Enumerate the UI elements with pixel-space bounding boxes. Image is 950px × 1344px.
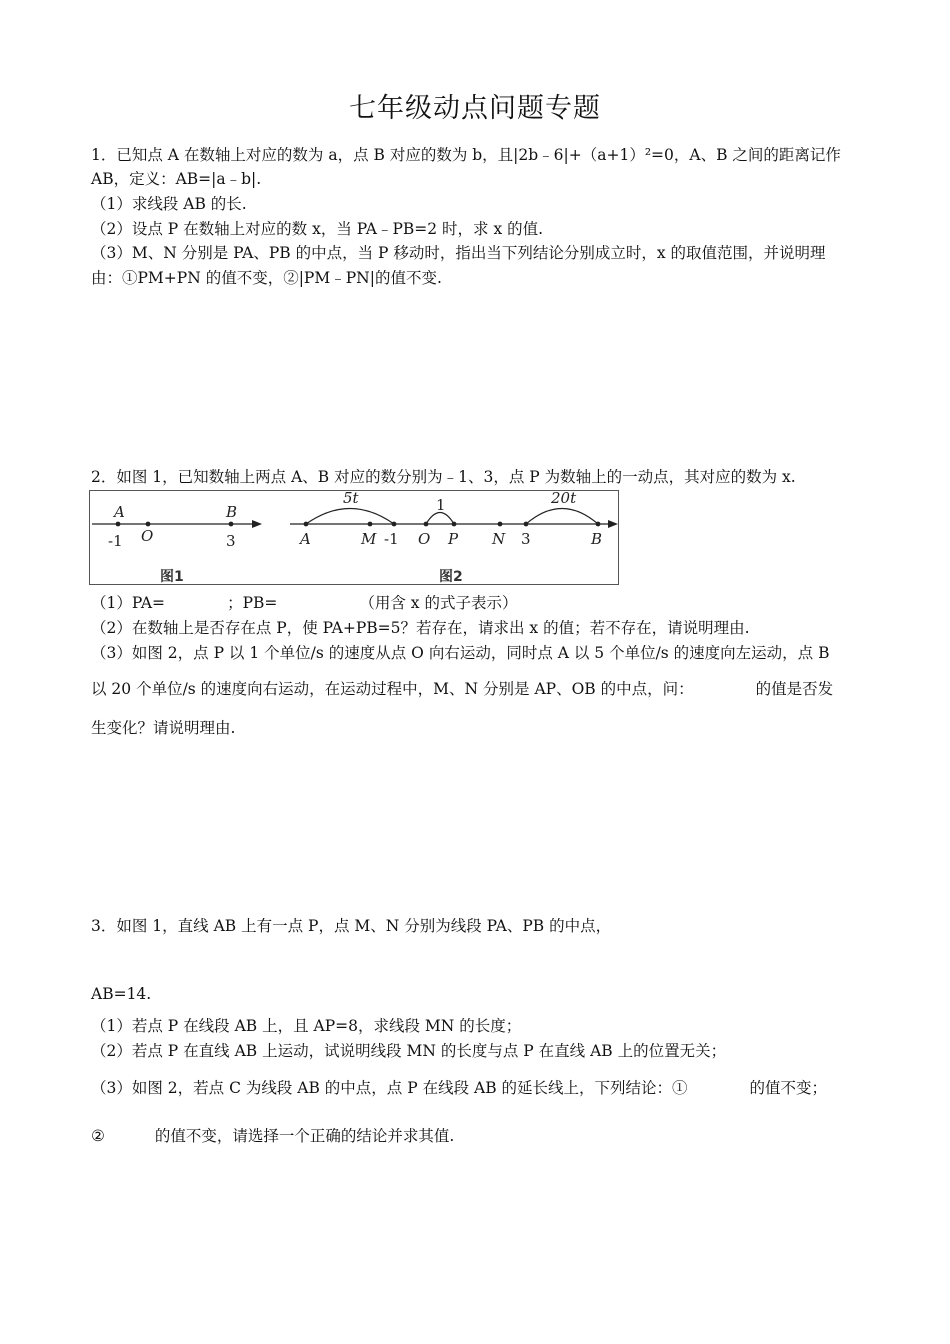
fig1-tick-minus1: -1	[108, 532, 123, 550]
q2-part1-pb: ；PB=	[227, 594, 278, 612]
fig2-arc-b-move	[526, 509, 598, 525]
fig2-arc-label-1: 1	[436, 496, 446, 514]
q1-stem-line2: AB，定义：AB=|a﹣b|.	[91, 170, 262, 188]
q3-part3-line2	[91, 1126, 454, 1146]
fig2-caption: 图2	[439, 569, 463, 585]
fig2-point-3	[524, 522, 529, 527]
fig1-tick-3: 3	[226, 532, 236, 550]
q2-part3-line2	[91, 679, 833, 699]
fig2-tick-minus1: -1	[384, 530, 399, 548]
fig2-point-p	[452, 522, 457, 527]
q2-part3-line3: 生变化？请说明理由.	[91, 719, 236, 737]
fig1-point-o	[146, 522, 151, 527]
fig2-point-o	[424, 522, 429, 527]
page-title: 七年级动点问题专题	[349, 93, 601, 124]
fig2-label-n: N	[492, 530, 506, 548]
fig2-point-a	[304, 522, 309, 527]
fig2-label-o: O	[418, 530, 431, 548]
fig2-arc-label-5t: 5t	[343, 491, 359, 507]
fig2-label-a: A	[300, 530, 311, 548]
q1-part3-line1: （3）M、N 分别是 PA、PB 的中点，当 P 移动时，指出当下列结论分别成立时，x 的取值范围，并说明理	[91, 244, 826, 262]
q2-part1	[91, 593, 517, 613]
q1-stem-line1: 1．已知点 A 在数轴上对应的数为 a，点 B 对应的数为 b，且|2b﹣6|+（a+1）²=0，A、B 之间的距离记作	[91, 146, 841, 164]
q2-part2: （2）在数轴上是否存在点 P，使 PA+PB=5？若存在，请求出 x 的值；若不存在，请说明理由.	[91, 619, 750, 637]
q2-figure	[89, 490, 619, 585]
fig2-point-m	[368, 522, 373, 527]
fig2-label-p: P	[448, 530, 459, 548]
fig1-caption: 图1	[160, 569, 184, 585]
fig2-point-n	[498, 522, 503, 527]
q3-part3-line1-text: （3）如图 2，若点 C 为线段 AB 的中点，点 P 在线段 AB 的延长线上，下列结论：①	[91, 1079, 688, 1097]
q1-part2: （2）设点 P 在数轴上对应的数 x，当 PA﹣PB=2 时，求 x 的值.	[91, 220, 544, 238]
fig2-arc-p-move	[426, 513, 454, 525]
q1-part1: （1）求线段 AB 的长.	[91, 195, 247, 213]
q2-figure-svg	[90, 491, 620, 586]
q3-part3-line1-tail: 的值不变；	[749, 1079, 828, 1097]
q2-part1-pa: （1）PA=	[91, 594, 166, 612]
fig1-label-a: A	[114, 503, 125, 521]
q2-part3-line1: （3）如图 2，点 P 以 1 个单位/s 的速度从点 O 向右运动，同时点 A 以 5 个单位/s 的速度向左运动，点 B	[91, 644, 830, 662]
q1-part3-line2: 由：①PM+PN 的值不变，②|PM﹣PN|的值不变.	[91, 269, 442, 287]
fig2-tick-3: 3	[521, 530, 531, 548]
q3-part1: （1）若点 P 在线段 AB 上，且 AP=8，求线段 MN 的长度；	[91, 1017, 522, 1035]
fig1-label-o: O	[141, 527, 154, 545]
fig1-point-a	[116, 522, 121, 527]
q2-stem: 2．如图 1，已知数轴上两点 A、B 对应的数分别为﹣1、3，点 P 为数轴上的一动点，其对应的数为 x.	[91, 468, 796, 486]
fig2-arc-label-20t: 20t	[551, 491, 577, 507]
q3-part3-line2-tail: 的值不变，请选择一个正确的结论并求其值.	[154, 1127, 455, 1145]
fig2-point-minus1	[392, 522, 397, 527]
fig2-label-m: M	[361, 530, 377, 548]
q3-part3-line1	[91, 1078, 827, 1098]
fig2-arc-a-move	[306, 509, 394, 525]
fig2-point-b	[596, 522, 601, 527]
fig2-arrowhead	[608, 520, 618, 528]
fig2-label-b: B	[591, 530, 603, 548]
fig1-arrowhead	[252, 520, 262, 528]
fig1-label-b: B	[226, 503, 238, 521]
q2-part1-note: （用含 x 的式子表示）	[359, 594, 518, 612]
q3-part3-line2-mark: ②	[91, 1127, 105, 1145]
q3-part2: （2）若点 P 在直线 AB 上运动，试说明线段 MN 的长度与点 P 在直线 AB 上的位置无关；	[91, 1042, 727, 1060]
q3-stem-line2: AB=14.	[91, 985, 152, 1003]
q2-part3-line2-text: 以 20 个单位/s 的速度向右运动，在运动过程中，M、N 分别是 AP、OB 的中点，问：	[91, 680, 694, 698]
fig1-point-b	[229, 522, 234, 527]
q2-part3-line2-tail: 的值是否发	[755, 680, 834, 698]
q3-stem-line1: 3．如图 1，直线 AB 上有一点 P，点 M、N 分别为线段 PA、PB 的中点，	[91, 917, 612, 935]
